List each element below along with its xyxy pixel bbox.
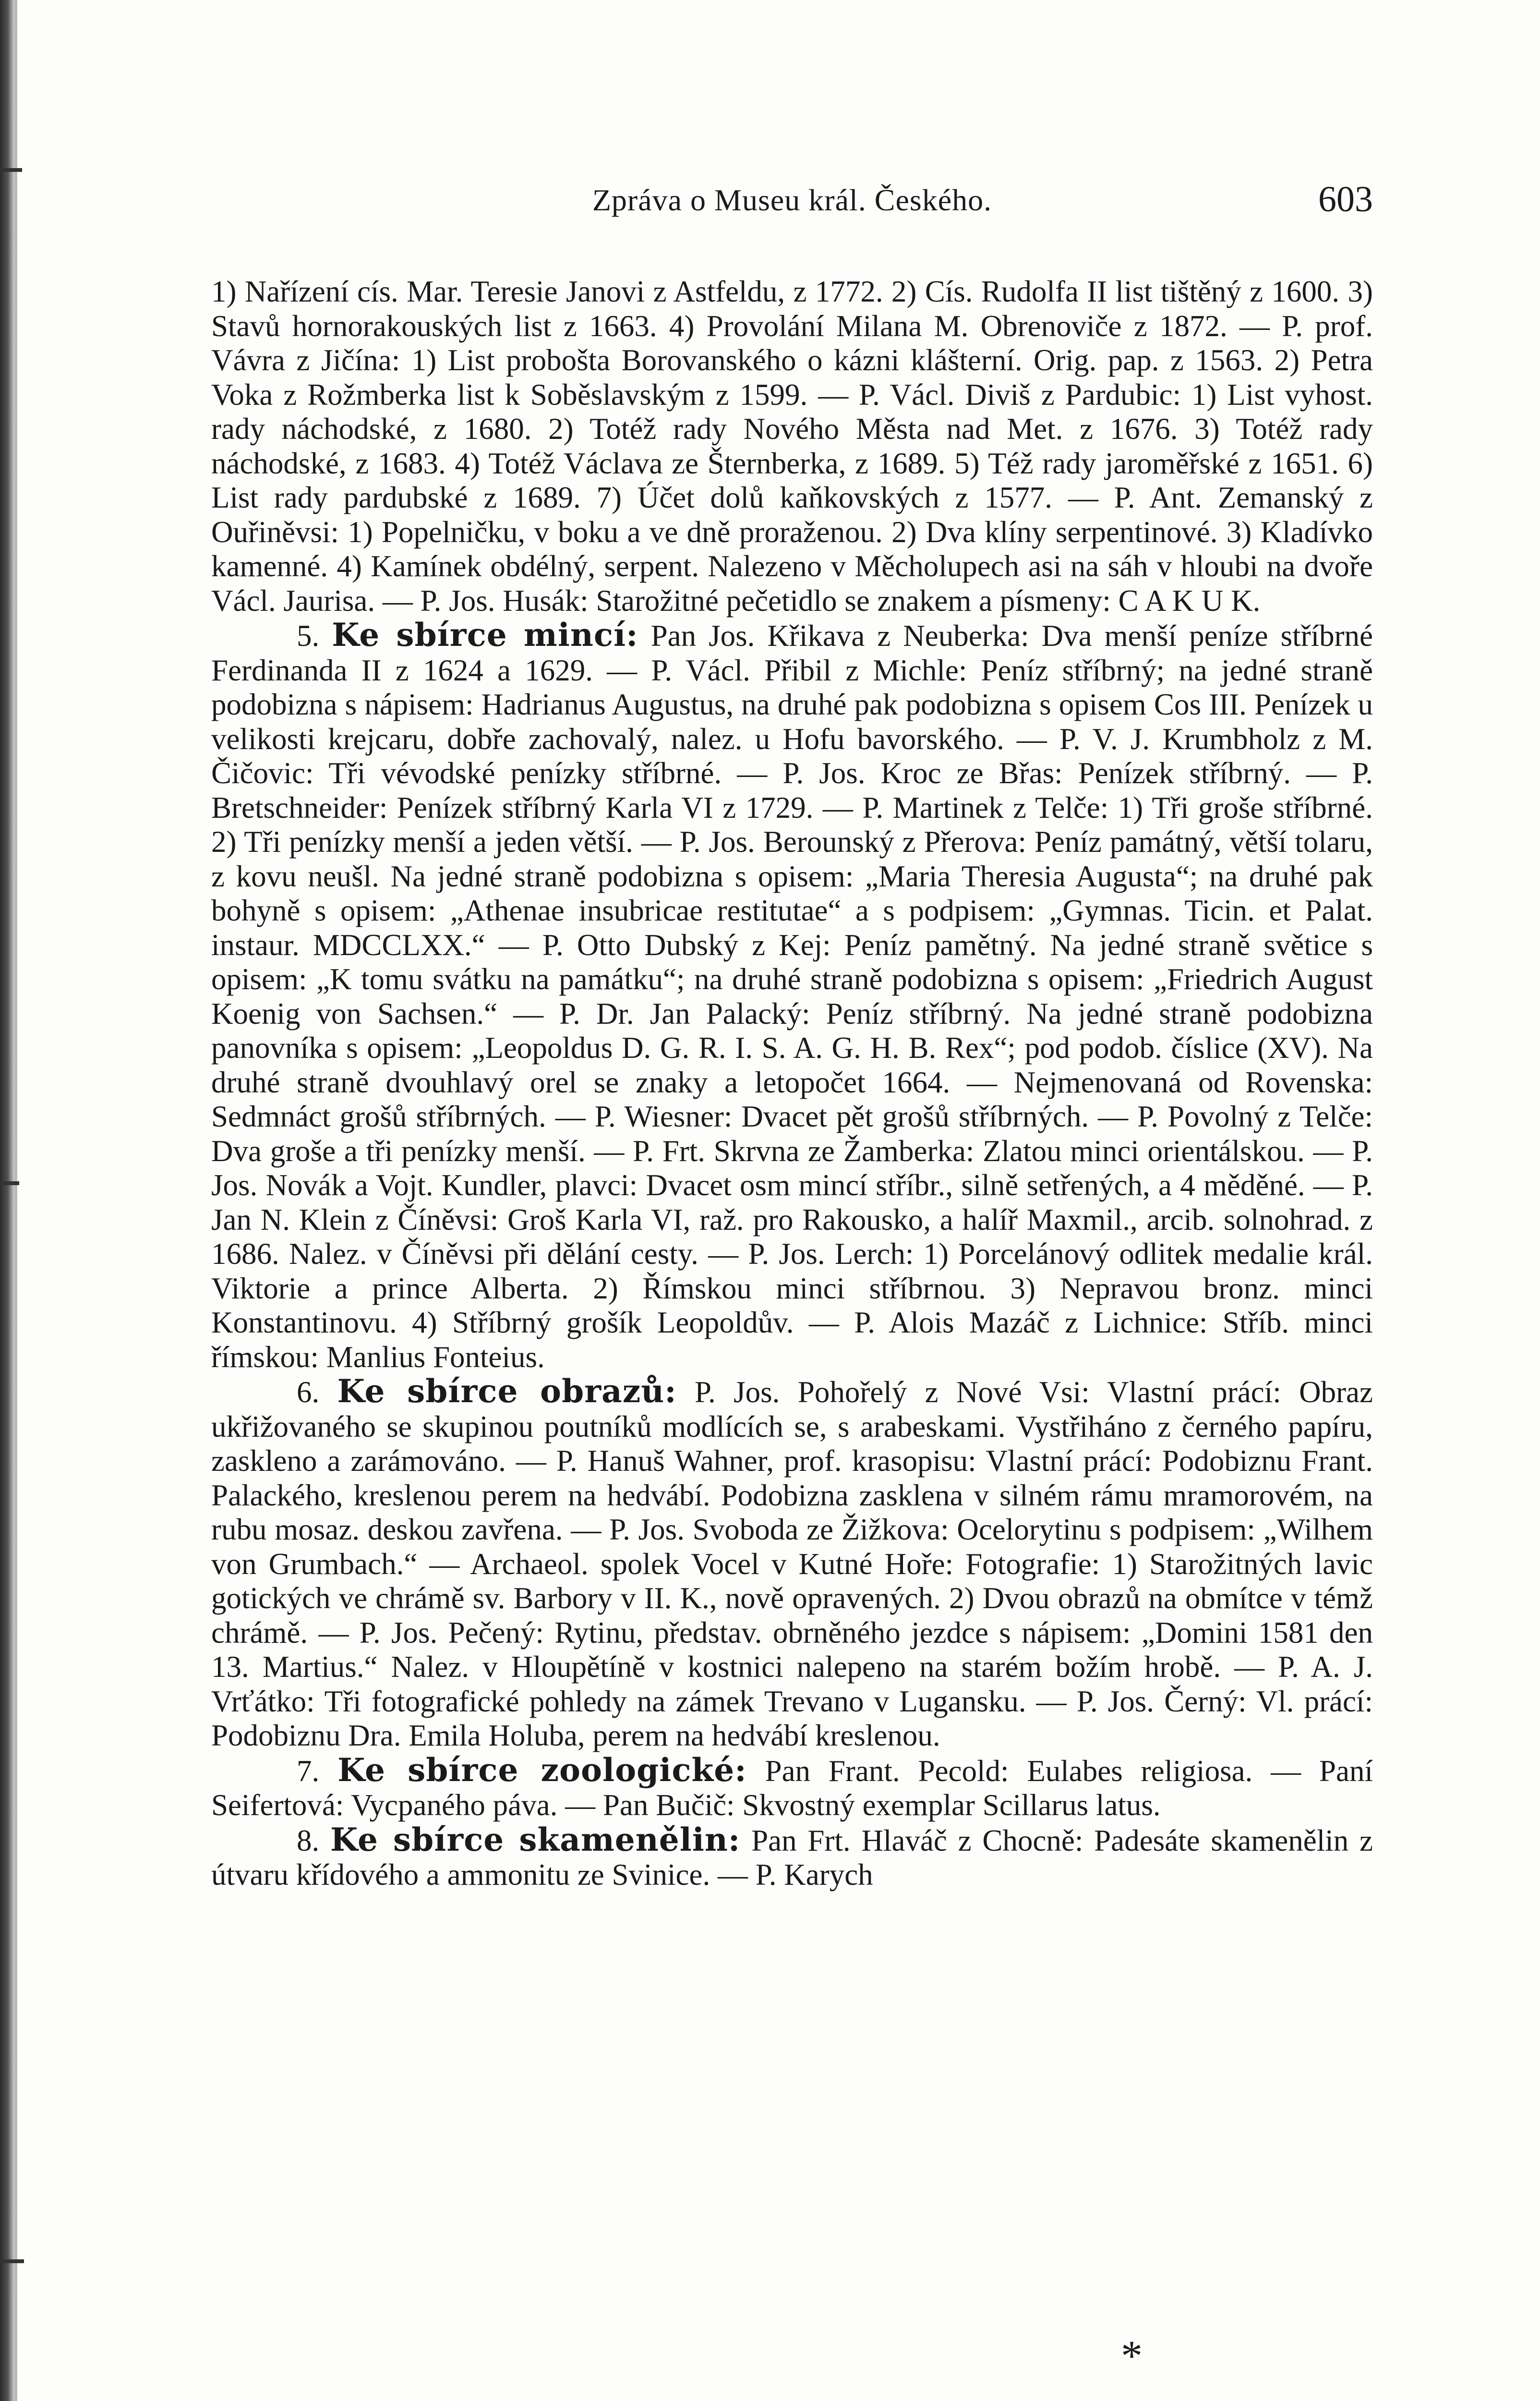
signature-mark: * [1121,2332,1143,2380]
running-title: Zpráva o Museu král. Českého. [592,183,992,217]
section-number: 8. [297,1823,320,1857]
section-body: Pan Jos. Křikava z Neuberka: Dva menší peníze stříbrné Ferdinanda II z 1624 a 1629. — P. Václ. Přibil z Michle: Peníz stříbrný; na jedné straně podobizna s nápisem: Hadrianus Augustus, na druhé pak podobizna s opisem Cos III. Penízek u velikosti krejcaru, dobře zachovalý, nalez. u Hofu bavorského. — P. V. J. Krumbholz z M. Čičovic: Tři vévodské penízky stříbrné. — P. Jos. Kroc ze Břas: Penízek stříbrný. — P. Bretschneider: Penízek stříbrný Karla VI z 1729. — P. Martinek z Telče: 1) Tři groše stříbrné. 2) Tři penízky menší a jeden větší. — P. Jos. Berounský z Přerova: Peníz památný, větší tolaru, z kovu neušl. Na jedné straně podobizna s opisem: „Maria Theresia Augusta“; na druhé pak bohyně s opisem: „Athenae insubricae restitutae“ a s podpisem: „Gymnas. Ticin. et Palat. instaur. MDCCLXX.“ — P. Otto Dubský z Kej: Peníz pamětný. Na jedné straně světice s opisem: „K tomu svátku na památku“; na druhé straně podobizna s opisem: „Friedrich August Koenig von Sachsen.“ — P. Dr. Jan Palacký: Peníz stříbrný. Na jedné straně podobizna panovníka s opisem: „Leopoldus D. G. R. I. S. A. G. H. B. Rex“; pod podob. číslice (XV). Na druhé straně dvouhlavý orel se znaky a letopočet 1664. — Nejmenovaná od Rovenska: Sedmnáct grošů stříbrných. — P. Wiesner: Dvacet pět grošů stříbrných. — P. Povolný z Telče: Dva groše a tři penízky menší. — P. Frt. Skrvna ze Žamberka: Zlatou minci orientálskou. — P. Jos. Novák a Vojt. Kundler, plavci: Dvacet osm mincí stříbr., silně setřených, a 4 měděné. — P. Jan N. Klein z Číněvsi: Groš Karla VI, raž. pro Rakousko, a halíř Maxmil., arcib. solnohrad. z 1686. Nalez. v Číněvsi při dělání cesty. — P. Jos. Lerch: 1) Porcelánový odlitek medalie král. Viktorie a prince Alberta. 2) Římskou minci stříbrnou. 3) Nepravou bronz. minci Konstantinovu. 4) Stříbrný grošík Leopoldův. — P. Alois Mazáč z Lichnice: Stříb. minci římskou: Manlius Fonteius. [211,619,1373,1374]
margin-mark [0,168,22,172]
margin-mark [0,1181,19,1185]
section-paintings [211,1374,1373,1753]
section-body: Pan Frant. Pecold: Eulabes religiosa. — Paní Seifertová: Vycpaného páva. — Pan Bučič: Skvostný exemplar Scillarus latus. [211,1754,1373,1822]
section-number: 6. [297,1375,320,1409]
section-coins [211,618,1373,1374]
section-number: 7. [297,1754,320,1788]
margin-mark [0,2259,24,2263]
section-body: Pan Frt. Hlaváč z Chocně: Padesáte skamenělin z útvaru křídového a ammonitu ze Svinice. — P. Karych [211,1823,1373,1892]
continuation-paragraph: 1) Nařízení cís. Mar. Teresie Janovi z Astfeldu, z 1772. 2) Cís. Rudolfa II list tištěný z 1600. 3) Stavů hornorakouských list z 1663. 4) Provolání Milana M. Obrenoviče z 1872. — P. prof. Vávra z Jičína: 1) List proboštа Borovanského o kázni klášterní. Orig. pap. z 1563. 2) Petra Voka z Rožmberka list k Soběslavským z 1599. — P. Václ. Diviš z Pardubic: 1) List vyhost. rady náchodské, z 1680. 2) Totéž rady Nového Města nad Met. z 1676. 3) Totéž rady náchodské, z 1683. 4) Totéž Václava ze Šternberka, z 1689. 5) Též rady jaroměřské z 1651. 6) List rady pardubské z 1689. 7) Účet dolů kaňkovských z 1577. — P. Ant. Zemanský z Ouřiněvsi: 1) Popelničku, v boku a ve dně proraženou. 2) Dva klíny serpentinové. 3) Kladívko kamenné. 4) Kamínek obdélný, serpent. Nalezeno v Měcholupech asi na sáh v hloubi na dvoře Václ. Jaurisa. — P. Jos. Husák: Starožitné pečetidlo se znakem a písmeny: C A K U K. [211,275,1373,618]
page-header [211,179,1373,226]
section-heading: Ke sbírce obrazů: [337,1372,677,1410]
section-heading: Ke sbírce skamenělin: [330,1820,741,1858]
section-heading: Ke sbírce mincí: [332,616,638,654]
section-zoology [211,1753,1373,1823]
section-heading: Ke sbírce zoologické: [337,1751,747,1789]
section-number: 5. [297,619,320,653]
binding-shadow [14,0,17,2401]
section-body: P. Jos. Pohořelý z Nové Vsi: Vlastní prácí: Obraz ukřižovaného se skupinou poutníků modlících se, s arabeskami. Vystřiháno z černého papíru, zaskleno a zarámováno. — P. Hanuš Wahner, prof. krasopisu: Vlastní prácí: Podobiznu Frant. Palackého, kreslenou perem na hedvábí. Podobizna zasklena v silném rámu mramorovém, na rubu mosaz. deskou zavřena. — P. Jos. Svoboda ze Žižkova: Ocelorytinu s podpisem: „Wilhem von Grumbach.“ — Archaeol. spolek Vocel v Kutné Hoře: Fotografie: 1) Starožitných lavic gotických ve chrámě sv. Barbory v II. K., nově opravených. 2) Dvou obrazů na obmítce v témž chrámě. — P. Jos. Pečený: Rytinu, představ. obrněného jezdce s nápisem: „Domini 1581 den 13. Martius.“ Nalez. v Hloupětíně v kostnici nalepeno na starém božím hrobě. — P. A. J. Vrťátko: Tři fotografické pohledy na zámek Trevano v Lugansku. — P. Jos. Černý: Vl. prácí: Podobiznu Dra. Emila Holuba, perem na hedvábí kreslenou. [211,1375,1373,1752]
section-fossils [211,1820,1373,1892]
page-number: 603 [1318,179,1373,219]
body-text [211,275,1373,1892]
book-binding-edge [0,0,14,2401]
